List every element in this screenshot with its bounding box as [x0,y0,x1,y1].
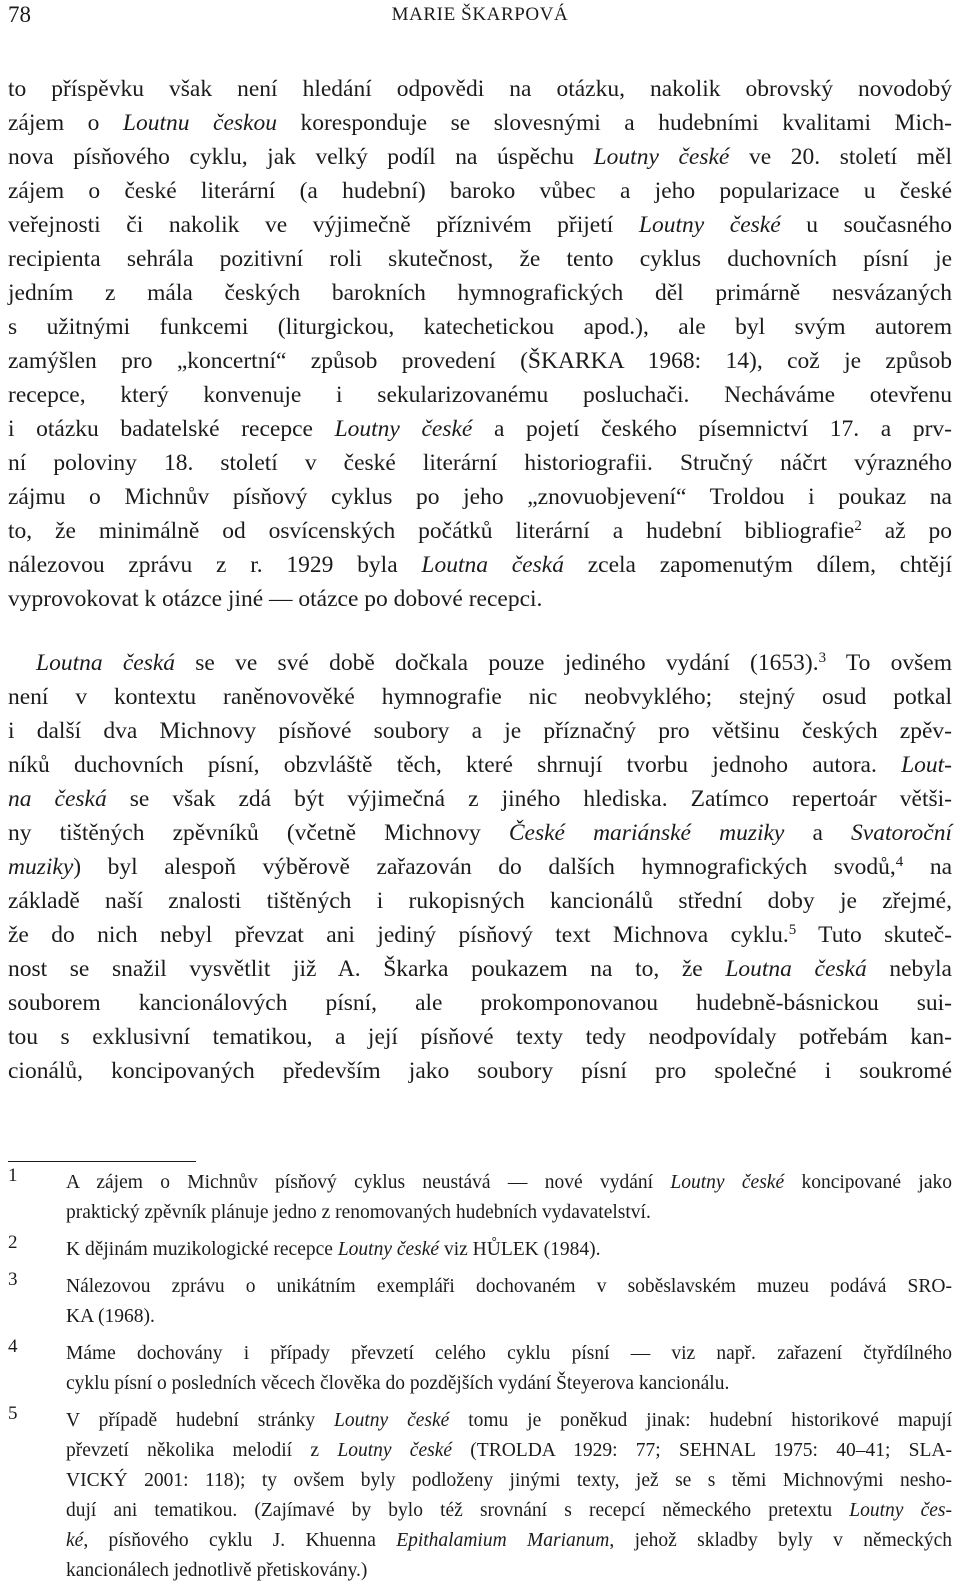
text-line: i další dva Michnovy písňové soubory a je příznačný pro většinu českých zpěv- [8,718,952,744]
text-line: cionálů, koncipovaných především jako soubory písní pro společné i soukromé [8,1058,952,1084]
text-line: zamýšlen pro „koncertní“ způsob provedení (ŠKARKA 1968: 14), což je způsob [8,348,952,374]
text-line: tou s exklusivní tematikou, a její písňové texty tedy neodpovídaly potřebám kan- [8,1024,952,1050]
footnote-line: V případě hudební stránky Loutny české tomu je poněkud jinak: hudební historikové mapují [66,1410,952,1431]
text-line: to příspěvku však není hledání odpovědi na otázku, nakolik obrovský novodobý [8,76,952,102]
text-line: zájem o české literární (a hudební) baroko vůbec a jeho popularizace u české [8,178,952,204]
footnote [8,1336,952,1399]
text-line: veřejnosti či nakolik ve výjimečně příznivém přijetí Loutny české u současného [8,212,952,238]
footnote-line: A zájem o Michnův písňový cyklus neustává — nové vydání Loutny české koncipované jako [66,1172,952,1193]
text-line: zájmu o Michnův písňový cyklus po jeho „znovuobjevení“ Troldou i poukaz na [8,484,952,510]
footnotes [8,1165,952,1593]
text-line: základě naší znalosti tištěných i rukopisných kancionálů střední doby je zřejmé, [8,888,952,914]
text-line: zájem o Loutnu českou koresponduje se slovesnými a hudebními kvalitami Mich- [8,110,952,136]
footnote-line: KA (1968). [66,1306,155,1327]
footnote [8,1269,952,1332]
footnote-line: VICKÝ 2001: 118); ty ovšem byly podloženy jinými texty, jež se s těmi Michnovými nesho- [66,1470,952,1491]
paragraph-gap [8,616,952,646]
footnote-line: K dějinám muzikologické recepce Loutny české viz HŮLEK (1984). [66,1239,601,1260]
text-line: nálezovou zprávu z r. 1929 byla Loutna česká zcela zapomenutým dílem, chtějí [8,552,952,578]
footnote-line: převzetí několika melodií z Loutny české (TROLDA 1929: 77; SEHNAL 1975: 40–41; SLA- [66,1440,952,1461]
footnote-line: praktický zpěvník plánuje jedno z renomovaných hudebních vydavatelství. [66,1202,651,1223]
text-line: vyprovokovat k otázce jiné — otázce po dobové recepci. [8,586,543,612]
page-header [0,0,960,40]
text-line: muziky) byl alespoň výběrově zařazován do dalších hymnografických svodů,$^4$ na [8,854,953,880]
footnote-separator [8,1161,196,1162]
footnote-line: kancionálech jednotlivě přetiskovány.) [66,1560,368,1581]
footnote-line: Nálezovou zprávu o unikátním exempláři dochovaném v soběslavském muzeu podává SRO- [66,1276,952,1297]
running-head: MARIE ŠKARPOVÁ [391,4,569,25]
text-line: že do nich nebyl převzat ani jediný písňový text Michnova cyklu.$^5$ Tuto skuteč- [8,922,953,948]
text-line: nova písňového cyklu, jak velký podíl na úspěchu Loutny české ve 20. století měl [8,144,952,170]
footnote-number: 1 [8,1165,18,1186]
text-line: níků duchovních písní, obzvláště těch, které shrnují tvorbu jednoho autora. Lout- [8,752,952,778]
footnote-number: 2 [8,1232,18,1253]
text-line: to, že minimálně od osvícenských počátků literární a hudební bibliografie$^2$ až po [8,518,952,544]
footnote-number: 5 [8,1403,18,1424]
footnote [8,1232,952,1265]
footnote-number: 3 [8,1269,18,1290]
footnote-line: Máme dochovány i případy převzetí celého cyklu písní — viz např. zařazení čtyřdílného [66,1343,952,1364]
body-text [8,72,952,1088]
text-line: nost se snažil vysvětlit již A. Škarka poukazem na to, že Loutna česká nebyla [8,956,952,982]
text-line: i otázku badatelské recepce Loutny české a pojetí českého písemnictví 17. a prv- [8,416,952,442]
footnote [8,1403,952,1586]
text-line: ní poloviny 18. století v české literární historiografii. Stručný náčrt výrazného [8,450,952,476]
text-line: ny tištěných zpěvníků (včetně Michnovy České mariánské muziky a Svatoroční [8,820,952,846]
footnote-number: 4 [8,1336,18,1357]
text-line: souborem kancionálových písní, ale prokomponovanou hudebně-básnickou sui- [8,990,952,1016]
text-line: jedním z mála českých barokních hymnografických děl primárně nesvázaných [8,280,952,306]
footnote-line: dují ani tematikou. (Zajímavé by bylo též srovnání s recepcí německého pretextu Loutny čes- [66,1500,952,1521]
footnote-line: ké, písňového cyklu J. Khuenna Epithalamium Marianum, jehož skladby byly v německých [66,1530,952,1551]
text-line: recipienta sehrála pozitivní roli skutečnost, že tento cyklus duchovních písní je [8,246,952,272]
text-line: s užitnými funkcemi (liturgickou, katechetickou apod.), ale byl svým autorem [8,314,952,340]
footnote-line: cyklu písní o posledních věcech člověka do pozdějších vydání Šteyerova kancionálu. [66,1373,730,1394]
footnote [8,1165,952,1228]
page-number: 78 [8,2,31,27]
text-line: na česká se však zdá být výjimečná z jiného hlediska. Zatímco repertoár větši- [8,786,953,812]
text-line: není v kontextu raněnovověké hymnografie nic neobvyklého; stejný osud potkal [8,684,952,710]
text-line: Loutna česká se ve své době dočkala pouze jediného vydání (1653).$^3$ To ovšem [36,650,952,676]
text-line: recepce, který konvenuje i sekularizovanému posluchači. Necháváme otevřenu [8,382,952,408]
